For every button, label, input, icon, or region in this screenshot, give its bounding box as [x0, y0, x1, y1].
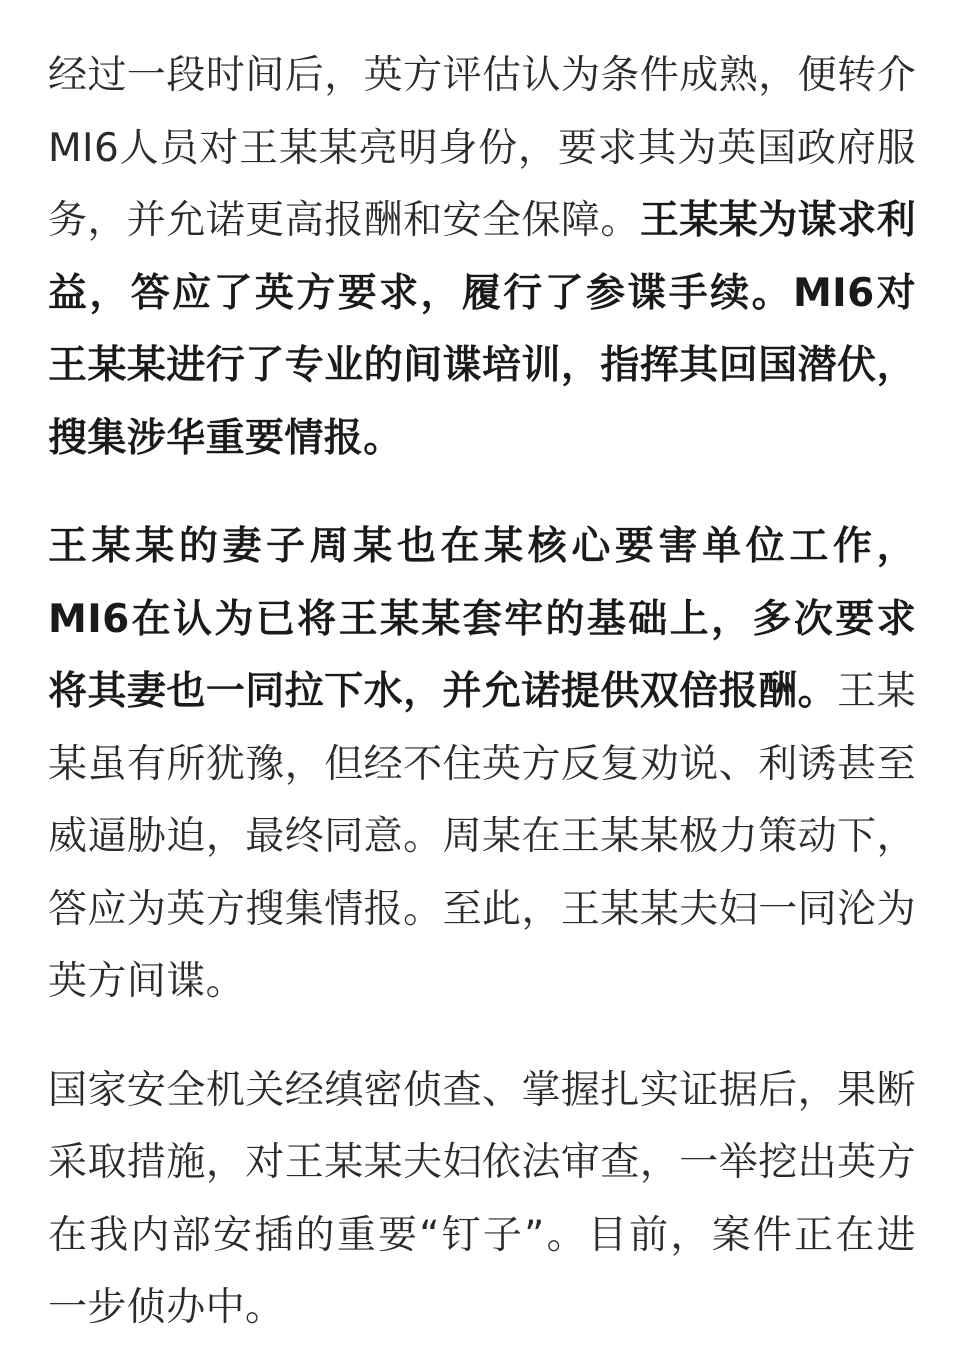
paragraph-3 — [48, 1055, 916, 1345]
paragraph-3-text-regular: 国家安全机关经缜密侦查、掌握扎实证据后，果断采取措施，对王某某夫妇依法审查，一举挖出英方在我内部安插的重要“钉子”。目前，案件正在进一步侦办中。 — [48, 1067, 916, 1330]
article-body — [48, 40, 916, 1345]
paragraph-2-text-regular: 王某某虽有所犹豫，但经不住英方反复劝说、利诱甚至威逼胁迫，最终同意。周某在王某某极力策动下，答应为英方搜集情报。至此，王某某夫妇一同沦为英方间谍。 — [48, 669, 916, 1004]
paragraph-1-text-bold: 王某某为谋求利益，答应了英方要求，履行了参谍手续。MI6对王某某进行了专业的间谍培训，指挥其回国潜伏，搜集涉华重要情报。 — [48, 198, 916, 461]
paragraph-1-text-regular: 经过一段时间后，英方评估认为条件成熟，便转介MI6人员对王某某亮明身份，要求其为英国政府服务，并允诺更高报酬和安全保障。 — [48, 53, 916, 243]
paragraph-2-text-bold: 王某某的妻子周某也在某核心要害单位工作，MI6在认为已将王某某套牢的基础上，多次要求将其妻也一同拉下水，并允诺提供双倍报酬。 — [48, 524, 916, 714]
paragraph-2 — [48, 511, 916, 1019]
paragraph-1 — [48, 40, 916, 475]
